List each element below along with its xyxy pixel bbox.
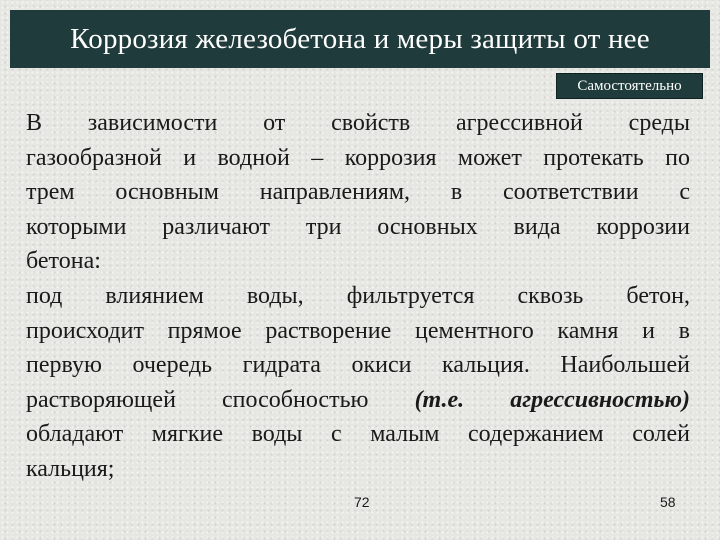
slide-title: Коррозия железобетона и меры защиты от нее: [70, 22, 650, 55]
body-line-text: растворяющей способностью: [26, 386, 415, 413]
body-line: кальция;: [26, 455, 115, 482]
body-line: В зависимости от свойств агрессивной среды: [26, 110, 690, 136]
self-study-badge: [556, 73, 703, 99]
slide-title-bar: [10, 10, 710, 68]
body-line: под влиянием воды, фильтруется сквозь бетон,: [26, 282, 690, 309]
body-line: бетона:: [26, 248, 101, 275]
emphasis-text: (т.е. агрессивностью): [414, 386, 690, 413]
body-line: первую очередь гидрата окиси кальция. Наибольшей: [26, 352, 690, 379]
body-line-emphasis: [26, 383, 690, 418]
body-line: трем основным направлениям, в соответствии с: [26, 179, 690, 206]
body-line: происходит прямое растворение цементного камня и в: [26, 317, 690, 344]
body-line: которыми различают три основных вида коррозии: [26, 213, 690, 240]
footer-page-number: 58: [660, 494, 676, 510]
body-line: газообразной и водной – коррозия может протекать по: [26, 144, 690, 171]
self-study-badge-label: Самостоятельно: [577, 77, 682, 94]
footer-slide-number: 72: [354, 494, 370, 510]
body-text: [26, 106, 690, 487]
body-line: обладают мягкие воды с малым содержанием солей: [26, 421, 690, 448]
